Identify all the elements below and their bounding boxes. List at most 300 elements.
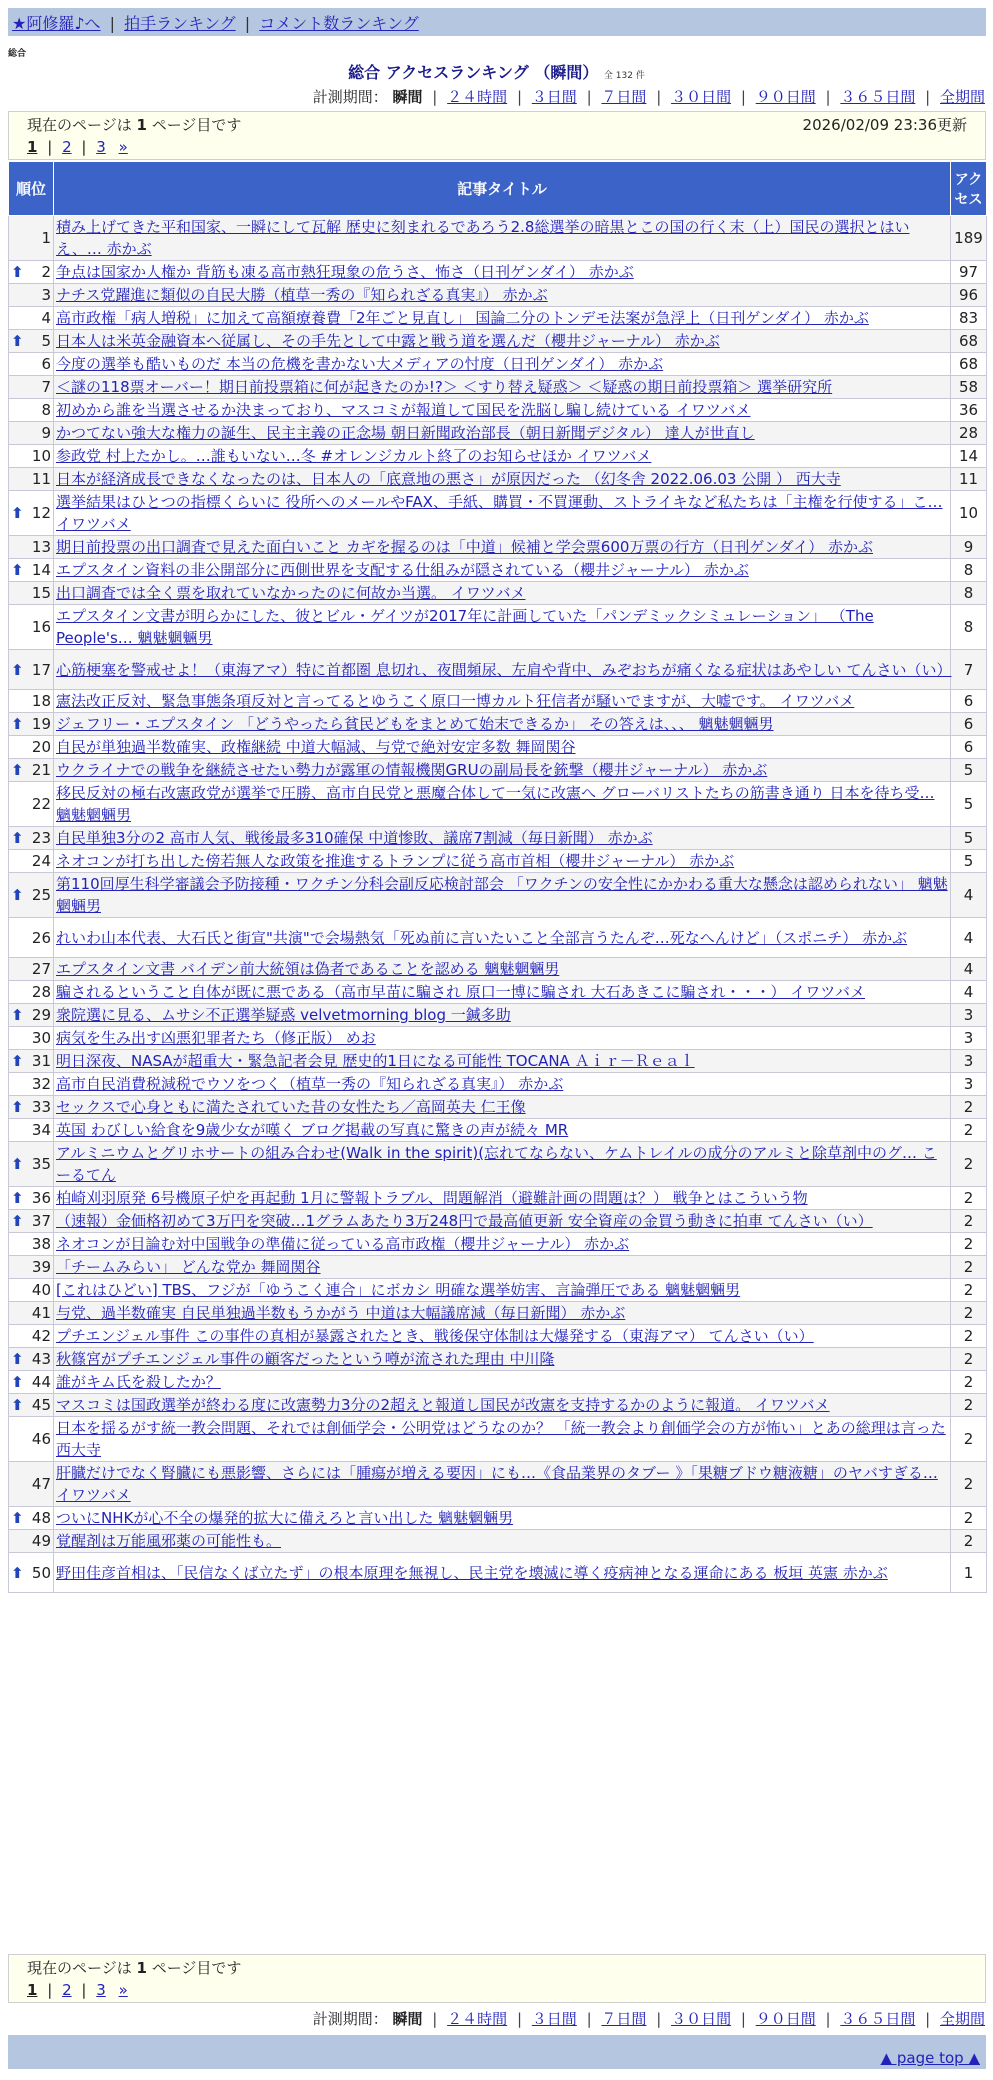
title-cell bbox=[54, 1233, 951, 1256]
period-separator: | bbox=[586, 88, 592, 106]
table-row bbox=[9, 1530, 987, 1553]
table-row bbox=[9, 958, 987, 981]
table-row bbox=[9, 1210, 987, 1233]
access-count: 2 bbox=[951, 1394, 987, 1417]
period-selector-bottom bbox=[313, 2008, 985, 2029]
table-row bbox=[9, 376, 987, 399]
table-row bbox=[9, 284, 987, 307]
access-count: 8 bbox=[951, 605, 987, 650]
article-title-link[interactable]: アルミニウムとグリホサートの組み合わせ(Walk in the spirit)(忘れてならない、ケムトレイルの成分のアルミと除草剤中のグ… こーるてん bbox=[56, 1144, 937, 1184]
rank-number: 2 bbox=[41, 263, 51, 281]
access-count: 10 bbox=[951, 491, 987, 536]
rank-number: 47 bbox=[31, 1475, 51, 1493]
table-row bbox=[9, 918, 987, 958]
table-row bbox=[9, 582, 987, 605]
article-title-link[interactable]: 騙されるということ自体が既に悪である（高市早苗に騙され 原口一博に騙され 大石あきこに騙され・・・） イワツバメ bbox=[56, 983, 866, 1001]
title-cell bbox=[54, 353, 951, 376]
access-count: 2 bbox=[951, 1210, 987, 1233]
table-row bbox=[9, 1142, 987, 1187]
article-title-link[interactable]: ＜謎の118票オーバー！期日前投票箱に何が起きたのか!?＞ ＜すり替え疑惑＞ ＜疑惑の期日前投票箱＞ 選挙研究所 bbox=[56, 378, 833, 396]
rank-cell bbox=[9, 1119, 54, 1142]
access-count: 2 bbox=[951, 1233, 987, 1256]
rank-number: 40 bbox=[31, 1281, 51, 1299]
rank-cell bbox=[9, 468, 54, 491]
rank-cell bbox=[9, 873, 54, 918]
article-title-link[interactable]: 日本を揺るがす統一教会問題、それでは創価学会・公明党はどうなのか？ 「統一教会より創価学会の方が怖い」とあの総理は言った 西大寺 bbox=[56, 1419, 946, 1459]
col-header-access: アクセス bbox=[951, 162, 987, 216]
table-row bbox=[9, 353, 987, 376]
access-count: 5 bbox=[951, 782, 987, 827]
access-count: 58 bbox=[951, 376, 987, 399]
article-title-link[interactable]: ついにNHKが心不全の爆発的拡大に備えろと言い出した 魑魅魍魎男 bbox=[56, 1509, 514, 1527]
rank-cell bbox=[9, 690, 54, 713]
rank-number: 39 bbox=[31, 1258, 51, 1276]
rank-cell bbox=[9, 850, 54, 873]
table-row bbox=[9, 1187, 987, 1210]
table-row bbox=[9, 736, 987, 759]
page-3-link[interactable]: 3 bbox=[96, 138, 106, 156]
rank-cell bbox=[9, 1027, 54, 1050]
up-arrow-icon: ⬆ bbox=[11, 1155, 24, 1173]
period-current: 瞬間 bbox=[392, 2010, 423, 2028]
rank-number: 35 bbox=[31, 1155, 51, 1173]
col-header-rank: 順位 bbox=[9, 162, 54, 216]
rank-number: 49 bbox=[31, 1532, 51, 1550]
title-cell bbox=[54, 958, 951, 981]
period-separator: | bbox=[825, 88, 831, 106]
rank-number: 30 bbox=[31, 1029, 51, 1047]
rank-number: 16 bbox=[31, 618, 51, 636]
table-row bbox=[9, 536, 987, 559]
table-row bbox=[9, 1027, 987, 1050]
title-cell bbox=[54, 1119, 951, 1142]
article-title-link[interactable]: セックスで心身ともに満たされていた昔の女性たち／高岡英夫 仁王像 bbox=[56, 1098, 526, 1116]
rank-cell bbox=[9, 353, 54, 376]
article-title-link[interactable]: 秋篠宮がプチエンジェル事件の顧客だったという噂が流された理由 中川隆 bbox=[56, 1350, 555, 1368]
article-title-link[interactable]: 移民反対の極右改憲政党が選挙で圧勝、高市自民党と悪魔合体して一気に改憲へ グローバリストたちの筋書き通り 日本を待ち受… 魑魅魍魎男 bbox=[56, 784, 935, 824]
rank-number: 45 bbox=[31, 1396, 51, 1414]
nav-separator: | bbox=[244, 14, 251, 33]
article-title-link[interactable]: 野田佳彦首相は、「民信なくば立たず」の根本原理を無視し、民主党を壊滅に導く疫病神となる運命にある 板垣 英憲 赤かぶ bbox=[56, 1563, 888, 1582]
ranking-table bbox=[8, 161, 987, 1593]
table-row bbox=[9, 1507, 987, 1530]
period-link-24h[interactable]: ２４時間 bbox=[447, 2010, 508, 2028]
title-cell bbox=[54, 1348, 951, 1371]
rank-cell bbox=[9, 736, 54, 759]
rank-cell bbox=[9, 284, 54, 307]
access-count: 96 bbox=[951, 284, 987, 307]
title-cell bbox=[54, 1394, 951, 1417]
rank-cell bbox=[9, 605, 54, 650]
home-link[interactable]: ★阿修羅♪へ bbox=[12, 14, 101, 33]
table-row bbox=[9, 559, 987, 582]
current-page-prefix: 現在のページは bbox=[27, 116, 132, 134]
clap-ranking-link[interactable]: 拍手ランキング bbox=[124, 14, 236, 33]
rank-number: 6 bbox=[41, 355, 51, 373]
access-count: 83 bbox=[951, 307, 987, 330]
title-cell bbox=[54, 1256, 951, 1279]
rank-cell bbox=[9, 261, 54, 284]
title-cell bbox=[54, 536, 951, 559]
up-arrow-icon: ⬆ bbox=[11, 263, 24, 281]
rank-number: 19 bbox=[31, 715, 51, 733]
article-title-link[interactable]: 参政党 村上たかし。…誰もいない…冬 #オレンジカルト終了のお知らせほか イワツバメ bbox=[56, 447, 652, 465]
rank-number: 46 bbox=[31, 1430, 51, 1448]
rank-number: 38 bbox=[31, 1235, 51, 1253]
access-count: 14 bbox=[951, 445, 987, 468]
access-count: 4 bbox=[951, 958, 987, 981]
table-row bbox=[9, 1279, 987, 1302]
article-title-link[interactable]: 自民単独3分の2 高市人気、戦後最多310確保 中道惨敗、議席7割減（毎日新聞） 赤かぶ bbox=[56, 829, 653, 847]
rank-number: 29 bbox=[31, 1006, 51, 1024]
rank-number: 7 bbox=[41, 378, 51, 396]
current-page-number: 1 bbox=[136, 116, 147, 134]
title-cell bbox=[54, 1462, 951, 1507]
title-cell bbox=[54, 261, 951, 284]
access-count: 5 bbox=[951, 827, 987, 850]
rank-number: 48 bbox=[31, 1509, 51, 1527]
title-cell bbox=[54, 1371, 951, 1394]
updated-timestamp: 2026/02/09 23:36更新 bbox=[802, 116, 967, 134]
period-link-3d[interactable]: ３日間 bbox=[531, 88, 577, 106]
rank-cell bbox=[9, 376, 54, 399]
rank-cell bbox=[9, 1004, 54, 1027]
period-link-all[interactable]: 全期間 bbox=[939, 88, 985, 106]
title-cell bbox=[54, 736, 951, 759]
rank-number: 8 bbox=[41, 401, 51, 419]
rank-cell bbox=[9, 1096, 54, 1119]
access-count: 2 bbox=[951, 1462, 987, 1507]
table-row bbox=[9, 690, 987, 713]
title-cell bbox=[54, 399, 951, 422]
period-separator: | bbox=[740, 88, 746, 106]
rank-number: 23 bbox=[31, 829, 51, 847]
period-link-365d[interactable]: ３６５日間 bbox=[840, 88, 916, 106]
access-count: 8 bbox=[951, 582, 987, 605]
article-title-link[interactable]: 病気を生み出す凶悪犯罪者たち（修正版） めお bbox=[56, 1029, 376, 1047]
top-nav-bar bbox=[8, 8, 986, 36]
period-separator: | bbox=[656, 88, 662, 106]
current-page-suffix: ページ目です bbox=[151, 1959, 242, 1977]
title-cell bbox=[54, 1530, 951, 1553]
article-title-link[interactable]: かつてない強大な権力の誕生、民主主義の正念場 朝日新聞政治部長（朝日新聞デジタル） 達人が世直し bbox=[56, 424, 755, 442]
rank-number: 26 bbox=[31, 928, 51, 947]
article-title-link[interactable]: 第110回厚生科学審議会予防接種・ワクチン分科会副反応検討部会 「ワクチンの安全性にかかわる重大な懸念は認められない」 魑魅魍魎男 bbox=[56, 875, 948, 915]
nav-separator: | bbox=[109, 14, 116, 33]
pagination-separator: | bbox=[47, 1981, 53, 1999]
period-link-365d[interactable]: ３６５日間 bbox=[840, 2010, 916, 2028]
rank-cell bbox=[9, 1530, 54, 1553]
access-count: 6 bbox=[951, 713, 987, 736]
article-title-link[interactable]: （速報）金価格初めて3万円を突破…1グラムあたり3万248円で最高値更新 安全資産の金買う動きに拍車 てんさい（い） bbox=[56, 1212, 873, 1230]
title-cell bbox=[54, 713, 951, 736]
title-cell bbox=[54, 1027, 951, 1050]
up-arrow-icon: ⬆ bbox=[11, 1396, 24, 1414]
article-title-link[interactable]: 肝臓だけでなく腎臓にも悪影響、さらには「腫瘍が増える要因」にも…《食品業界のタブー 》「果糖ブドウ糖液糖」のヤバすぎる… イワツバメ bbox=[56, 1464, 938, 1504]
up-arrow-icon: ⬆ bbox=[11, 1052, 24, 1070]
article-title-link[interactable]: ウクライナでの戦争を継続させたい勢力が露軍の情報機関GRUの副局長を銃撃（櫻井ジャーナル） 赤かぶ bbox=[56, 761, 768, 779]
rank-number: 25 bbox=[31, 886, 51, 904]
table-row bbox=[9, 1462, 987, 1507]
period-link-24h[interactable]: ２４時間 bbox=[447, 88, 508, 106]
rank-cell bbox=[9, 1394, 54, 1417]
period-link-3d[interactable]: ３日間 bbox=[531, 2010, 577, 2028]
period-selector-top bbox=[313, 86, 985, 107]
access-count: 2 bbox=[951, 1507, 987, 1530]
period-separator: | bbox=[586, 2010, 592, 2028]
table-row bbox=[9, 330, 987, 353]
article-title-link[interactable]: 「チームみらい」 どんな党か 舞岡関谷 bbox=[56, 1258, 321, 1276]
rank-number: 20 bbox=[31, 738, 51, 756]
rank-number: 1 bbox=[41, 229, 51, 247]
rank-number: 21 bbox=[31, 761, 51, 779]
page-2-link[interactable]: 2 bbox=[62, 138, 72, 156]
col-header-title: 記事タイトル bbox=[54, 162, 951, 216]
article-title-link[interactable]: プチエンジェル事件 この事件の真相が暴露されたとき、戦後保守体制は大爆発する（東海アマ） てんさい（い） bbox=[56, 1327, 814, 1345]
access-count: 9 bbox=[951, 536, 987, 559]
article-title-link[interactable]: 日本が経済成長できなくなったのは、日本人の「底意地の悪さ」が原因だった （幻冬舎 2022.06.03 公開 ） 西大寺 bbox=[56, 470, 841, 488]
rank-cell bbox=[9, 1462, 54, 1507]
period-separator: | bbox=[432, 88, 438, 106]
access-count: 28 bbox=[951, 422, 987, 445]
rank-cell bbox=[9, 1417, 54, 1462]
article-title-link[interactable]: 衆院選に見る、ムサシ不正選挙疑惑 velvetmorning blog 一鍼多助 bbox=[56, 1006, 511, 1024]
article-title-link[interactable]: 日本人は米英金融資本へ従属し、その手先として中露と戦う道を選んだ（櫻井ジャーナル） 赤かぶ bbox=[56, 332, 720, 350]
article-title-link[interactable]: 期日前投票の出口調査で見えた面白いこと カギを握るのは「中道」候補と学会票600万票の行方（日刊ゲンダイ） 赤かぶ bbox=[56, 538, 873, 556]
access-count: 3 bbox=[951, 1073, 987, 1096]
rank-cell bbox=[9, 1371, 54, 1394]
access-count: 6 bbox=[951, 690, 987, 713]
access-count: 5 bbox=[951, 850, 987, 873]
title-cell bbox=[54, 559, 951, 582]
period-link-all[interactable]: 全期間 bbox=[939, 2010, 985, 2028]
title-cell bbox=[54, 1553, 951, 1593]
rank-cell bbox=[9, 782, 54, 827]
access-count: 8 bbox=[951, 559, 987, 582]
comment-ranking-link[interactable]: コメント数ランキング bbox=[259, 14, 419, 33]
table-row bbox=[9, 307, 987, 330]
title-cell bbox=[54, 850, 951, 873]
title-cell bbox=[54, 690, 951, 713]
article-title-link[interactable]: [これはひどい] TBS、フジが「ゆうこく連合」にボカシ 明確な選挙妨害、言論弾圧である 魑魅魍魎男 bbox=[56, 1281, 741, 1299]
table-row bbox=[9, 422, 987, 445]
rank-cell bbox=[9, 330, 54, 353]
page-info-top bbox=[8, 111, 986, 160]
rank-cell bbox=[9, 1050, 54, 1073]
page-top-link[interactable]: ▲ page top ▲ bbox=[880, 2049, 980, 2067]
pagination-top bbox=[9, 138, 985, 160]
title-cell bbox=[54, 445, 951, 468]
article-title-link[interactable]: 高市自民消費税減税でウソをつく（植草一秀の『知られざる真実』） 赤かぶ bbox=[56, 1075, 564, 1093]
access-count: 3 bbox=[951, 1004, 987, 1027]
next-page-link[interactable]: » bbox=[118, 1981, 128, 1999]
up-arrow-icon: ⬆ bbox=[11, 1189, 24, 1207]
rank-number: 14 bbox=[31, 561, 51, 579]
table-header-row bbox=[9, 162, 987, 216]
rank-number: 27 bbox=[31, 960, 51, 978]
access-count: 4 bbox=[951, 981, 987, 1004]
rank-cell bbox=[9, 1256, 54, 1279]
title-cell bbox=[54, 981, 951, 1004]
article-title-link[interactable]: 積み上げてきた平和国家、一瞬にして瓦解 歴史に刻まれるであろう2.8総選挙の暗黒とこの国の行く末（上）国民の選択とはいえ、… 赤かぶ bbox=[56, 218, 910, 258]
period-link-7d[interactable]: ７日間 bbox=[601, 2010, 647, 2028]
article-title-link[interactable]: 高市政権「病人増税」に加えて高額療養費「2年ごと見直し」 国論二分のトンデモ法案が急浮上（日刊ゲンダイ） 赤かぶ bbox=[56, 309, 869, 327]
rank-cell bbox=[9, 445, 54, 468]
current-page-number: 1 bbox=[136, 1959, 147, 1977]
article-title-link[interactable]: マスコミは国政選挙が終わる度に改憲勢力3分の2超えと報道し国民が改憲を支持するかのように報道。 イワツバメ bbox=[56, 1396, 830, 1414]
up-arrow-icon: ⬆ bbox=[11, 1212, 24, 1230]
period-separator: | bbox=[516, 2010, 522, 2028]
rank-number: 13 bbox=[31, 538, 51, 556]
article-title-link[interactable]: 自民が単独過半数確実、政権継続 中道大幅減、与党で絶対安定多数 舞岡関谷 bbox=[56, 738, 576, 756]
article-title-link[interactable]: エプスタイン文書が明らかにした、彼とビル・ゲイツが2017年に計画していた「パンデミックシミュレーション」 （The People's… 魑魅魍魎男 bbox=[56, 607, 874, 647]
article-title-link[interactable]: 選挙結果はひとつの指標くらいに 役所へのメールやFAX、手紙、購買・不買運動、ストライキなど私たちは「主権を行使する」こ… イワツバメ bbox=[56, 493, 943, 533]
rank-cell bbox=[9, 1233, 54, 1256]
article-title-link[interactable]: ジェフリー・エプスタイン 「どうやったら貧民どもをまとめて始末できるか」 その答えは、、、 魑魅魍魎男 bbox=[56, 715, 774, 733]
rank-number: 9 bbox=[41, 424, 51, 442]
up-arrow-icon: ⬆ bbox=[11, 1563, 24, 1582]
up-arrow-icon: ⬆ bbox=[11, 1098, 24, 1116]
article-title-link[interactable]: れいわ山本代表、大石氏と街宣"共演"で会場熱気「死ぬ前に言いたいこと全部言うたんぞ…死なへんけど」（スポニチ） 赤かぶ bbox=[56, 928, 908, 947]
title-cell bbox=[54, 759, 951, 782]
up-arrow-icon: ⬆ bbox=[11, 660, 24, 679]
rank-number: 43 bbox=[31, 1350, 51, 1368]
rank-cell bbox=[9, 713, 54, 736]
access-count: 3 bbox=[951, 1050, 987, 1073]
article-title-link[interactable]: エプスタイン文書 バイデン前大統領は偽者であることを認める 魑魅魍魎男 bbox=[56, 960, 560, 978]
table-row bbox=[9, 1302, 987, 1325]
period-link-7d[interactable]: ７日間 bbox=[601, 88, 647, 106]
period-label: 計測期間： bbox=[312, 2010, 388, 2028]
article-title-link[interactable]: 争点は国家か人権か 背筋も凍る高市熱狂現象の危うさ、怖さ（日刊ゲンダイ） 赤かぶ bbox=[56, 263, 634, 281]
article-title-link[interactable]: ネオコンが打ち出した傍若無人な政策を推進するトランプに従う高市首相（櫻井ジャーナル） 赤かぶ bbox=[56, 852, 735, 870]
pagination-bottom bbox=[9, 1981, 985, 2003]
title-cell bbox=[54, 422, 951, 445]
rank-cell bbox=[9, 216, 54, 261]
up-arrow-icon: ⬆ bbox=[11, 1350, 24, 1368]
article-title-link[interactable]: ネオコンが目論む対中国戦争の準備に従っている高市政権（櫻井ジャーナル） 赤かぶ bbox=[56, 1235, 630, 1253]
rank-number: 24 bbox=[31, 852, 51, 870]
table-row bbox=[9, 216, 987, 261]
access-count: 4 bbox=[951, 873, 987, 918]
current-page-prefix: 現在のページは bbox=[27, 1959, 132, 1977]
access-count: 2 bbox=[951, 1096, 987, 1119]
article-title-link[interactable]: 覚醒剤は万能風邪薬の可能性も。 bbox=[56, 1532, 282, 1550]
rank-number: 42 bbox=[31, 1327, 51, 1345]
page-title: 総合 アクセスランキング （瞬間） bbox=[348, 63, 599, 82]
title-cell bbox=[54, 1004, 951, 1027]
access-count: 2 bbox=[951, 1530, 987, 1553]
access-count: 4 bbox=[951, 918, 987, 958]
rank-number: 33 bbox=[31, 1098, 51, 1116]
title-cell bbox=[54, 918, 951, 958]
table-row bbox=[9, 1119, 987, 1142]
rank-cell bbox=[9, 918, 54, 958]
title-cell bbox=[54, 491, 951, 536]
rank-number: 44 bbox=[31, 1373, 51, 1391]
rank-cell bbox=[9, 650, 54, 690]
pagination-separator: | bbox=[81, 1981, 87, 1999]
up-arrow-icon: ⬆ bbox=[11, 761, 24, 779]
article-title-link[interactable]: 柏崎刈羽原発 6号機原子炉を再起動 1月に警報トラブル、問題解消（避難計画の問題は？） 戦争とはこういう物 bbox=[56, 1189, 808, 1207]
rank-number: 22 bbox=[31, 795, 51, 813]
rank-number: 18 bbox=[31, 692, 51, 710]
article-title-link[interactable]: 誰がキム氏を殺したか？ bbox=[56, 1373, 221, 1391]
article-title-link[interactable]: 英国 わびしい給食を9歳少女が嘆く ブログ掲載の写真に驚きの声が続々 MR bbox=[56, 1121, 569, 1139]
article-title-link[interactable]: 憲法改正反対、緊急事態条項反対と言ってるとゆうこく原口一博カルト狂信者が騒いでますが、大嘘です。 イワツバメ bbox=[56, 692, 855, 710]
article-title-link[interactable]: 与党、過半数確実 自民単独過半数もうかがう 中道は大幅議席減（毎日新聞） 赤かぶ bbox=[56, 1304, 626, 1322]
rank-cell bbox=[9, 1142, 54, 1187]
table-row bbox=[9, 1073, 987, 1096]
article-title-link[interactable]: 心筋梗塞を警戒せよ！（東海アマ）特に首都圏 息切れ、夜間頻尿、左肩や背中、みぞおちが痛くなる症状はあやしい てんさい（い） bbox=[56, 660, 952, 679]
period-separator: | bbox=[516, 88, 522, 106]
access-count: 2 bbox=[951, 1119, 987, 1142]
table-row bbox=[9, 713, 987, 736]
title-cell bbox=[54, 782, 951, 827]
period-link-90d[interactable]: ９０日間 bbox=[755, 2010, 816, 2028]
rank-number: 34 bbox=[31, 1121, 51, 1139]
article-title-link[interactable]: 初めから誰を当選させるか決まっており、マスコミが報道して国民を洗脳し騙し続けている イワツバメ bbox=[56, 401, 751, 419]
title-cell bbox=[54, 582, 951, 605]
next-page-link[interactable]: » bbox=[118, 138, 128, 156]
title-cell bbox=[54, 376, 951, 399]
rank-number: 17 bbox=[31, 660, 51, 679]
period-link-30d[interactable]: ３０日間 bbox=[671, 88, 732, 106]
ranking-table-body bbox=[9, 216, 987, 1593]
title-cell bbox=[54, 330, 951, 353]
rank-cell bbox=[9, 307, 54, 330]
period-link-90d[interactable]: ９０日間 bbox=[755, 88, 816, 106]
article-title-link[interactable]: 出口調査では全く票を取れていなかったのに何故か当選。 イワツバメ bbox=[56, 584, 526, 602]
article-title-link[interactable]: 明日深夜、NASAが超重大・緊急記者会見 歴史的1日になる可能性 TOCANA Ａｉｒ－Ｒｅａｌ bbox=[56, 1052, 695, 1070]
pagination-separator: | bbox=[47, 138, 53, 156]
rank-number: 5 bbox=[41, 332, 51, 350]
page-2-link[interactable]: 2 bbox=[62, 1981, 72, 1999]
access-count: 2 bbox=[951, 1187, 987, 1210]
title-cell bbox=[54, 1507, 951, 1530]
period-link-30d[interactable]: ３０日間 bbox=[671, 2010, 732, 2028]
title-cell bbox=[54, 1210, 951, 1233]
rank-cell bbox=[9, 981, 54, 1004]
access-count: 68 bbox=[951, 330, 987, 353]
period-separator: | bbox=[432, 2010, 438, 2028]
up-arrow-icon: ⬆ bbox=[11, 1006, 24, 1024]
rank-number: 3 bbox=[41, 286, 51, 304]
article-title-link[interactable]: エプスタイン資料の非公開部分に西側世界を支配する仕組みが隠されている（櫻井ジャーナル） 赤かぶ bbox=[56, 561, 749, 579]
rank-cell bbox=[9, 559, 54, 582]
rank-number: 36 bbox=[31, 1189, 51, 1207]
rank-number: 11 bbox=[31, 470, 51, 488]
access-count: 2 bbox=[951, 1325, 987, 1348]
access-count: 189 bbox=[951, 216, 987, 261]
page-1-current: 1 bbox=[27, 138, 38, 156]
rank-cell bbox=[9, 827, 54, 850]
up-arrow-icon: ⬆ bbox=[11, 829, 24, 847]
period-separator: | bbox=[656, 2010, 662, 2028]
period-label: 計測期間： bbox=[312, 88, 388, 106]
title-cell bbox=[54, 873, 951, 918]
article-title-link[interactable]: 今度の選挙も酷いものだ 本当の危機を書かない大メディアの忖度（日刊ゲンダイ） 赤かぶ bbox=[56, 355, 664, 373]
up-arrow-icon: ⬆ bbox=[11, 886, 24, 904]
table-row bbox=[9, 1348, 987, 1371]
table-row bbox=[9, 650, 987, 690]
title-cell bbox=[54, 1050, 951, 1073]
up-arrow-icon: ⬆ bbox=[11, 715, 24, 733]
article-title-link[interactable]: ナチス党躍進に類似の自民大勝（植草一秀の『知られざる真実』） 赤かぶ bbox=[56, 286, 548, 304]
page-3-link[interactable]: 3 bbox=[96, 1981, 106, 1999]
table-row bbox=[9, 605, 987, 650]
access-count: 97 bbox=[951, 261, 987, 284]
